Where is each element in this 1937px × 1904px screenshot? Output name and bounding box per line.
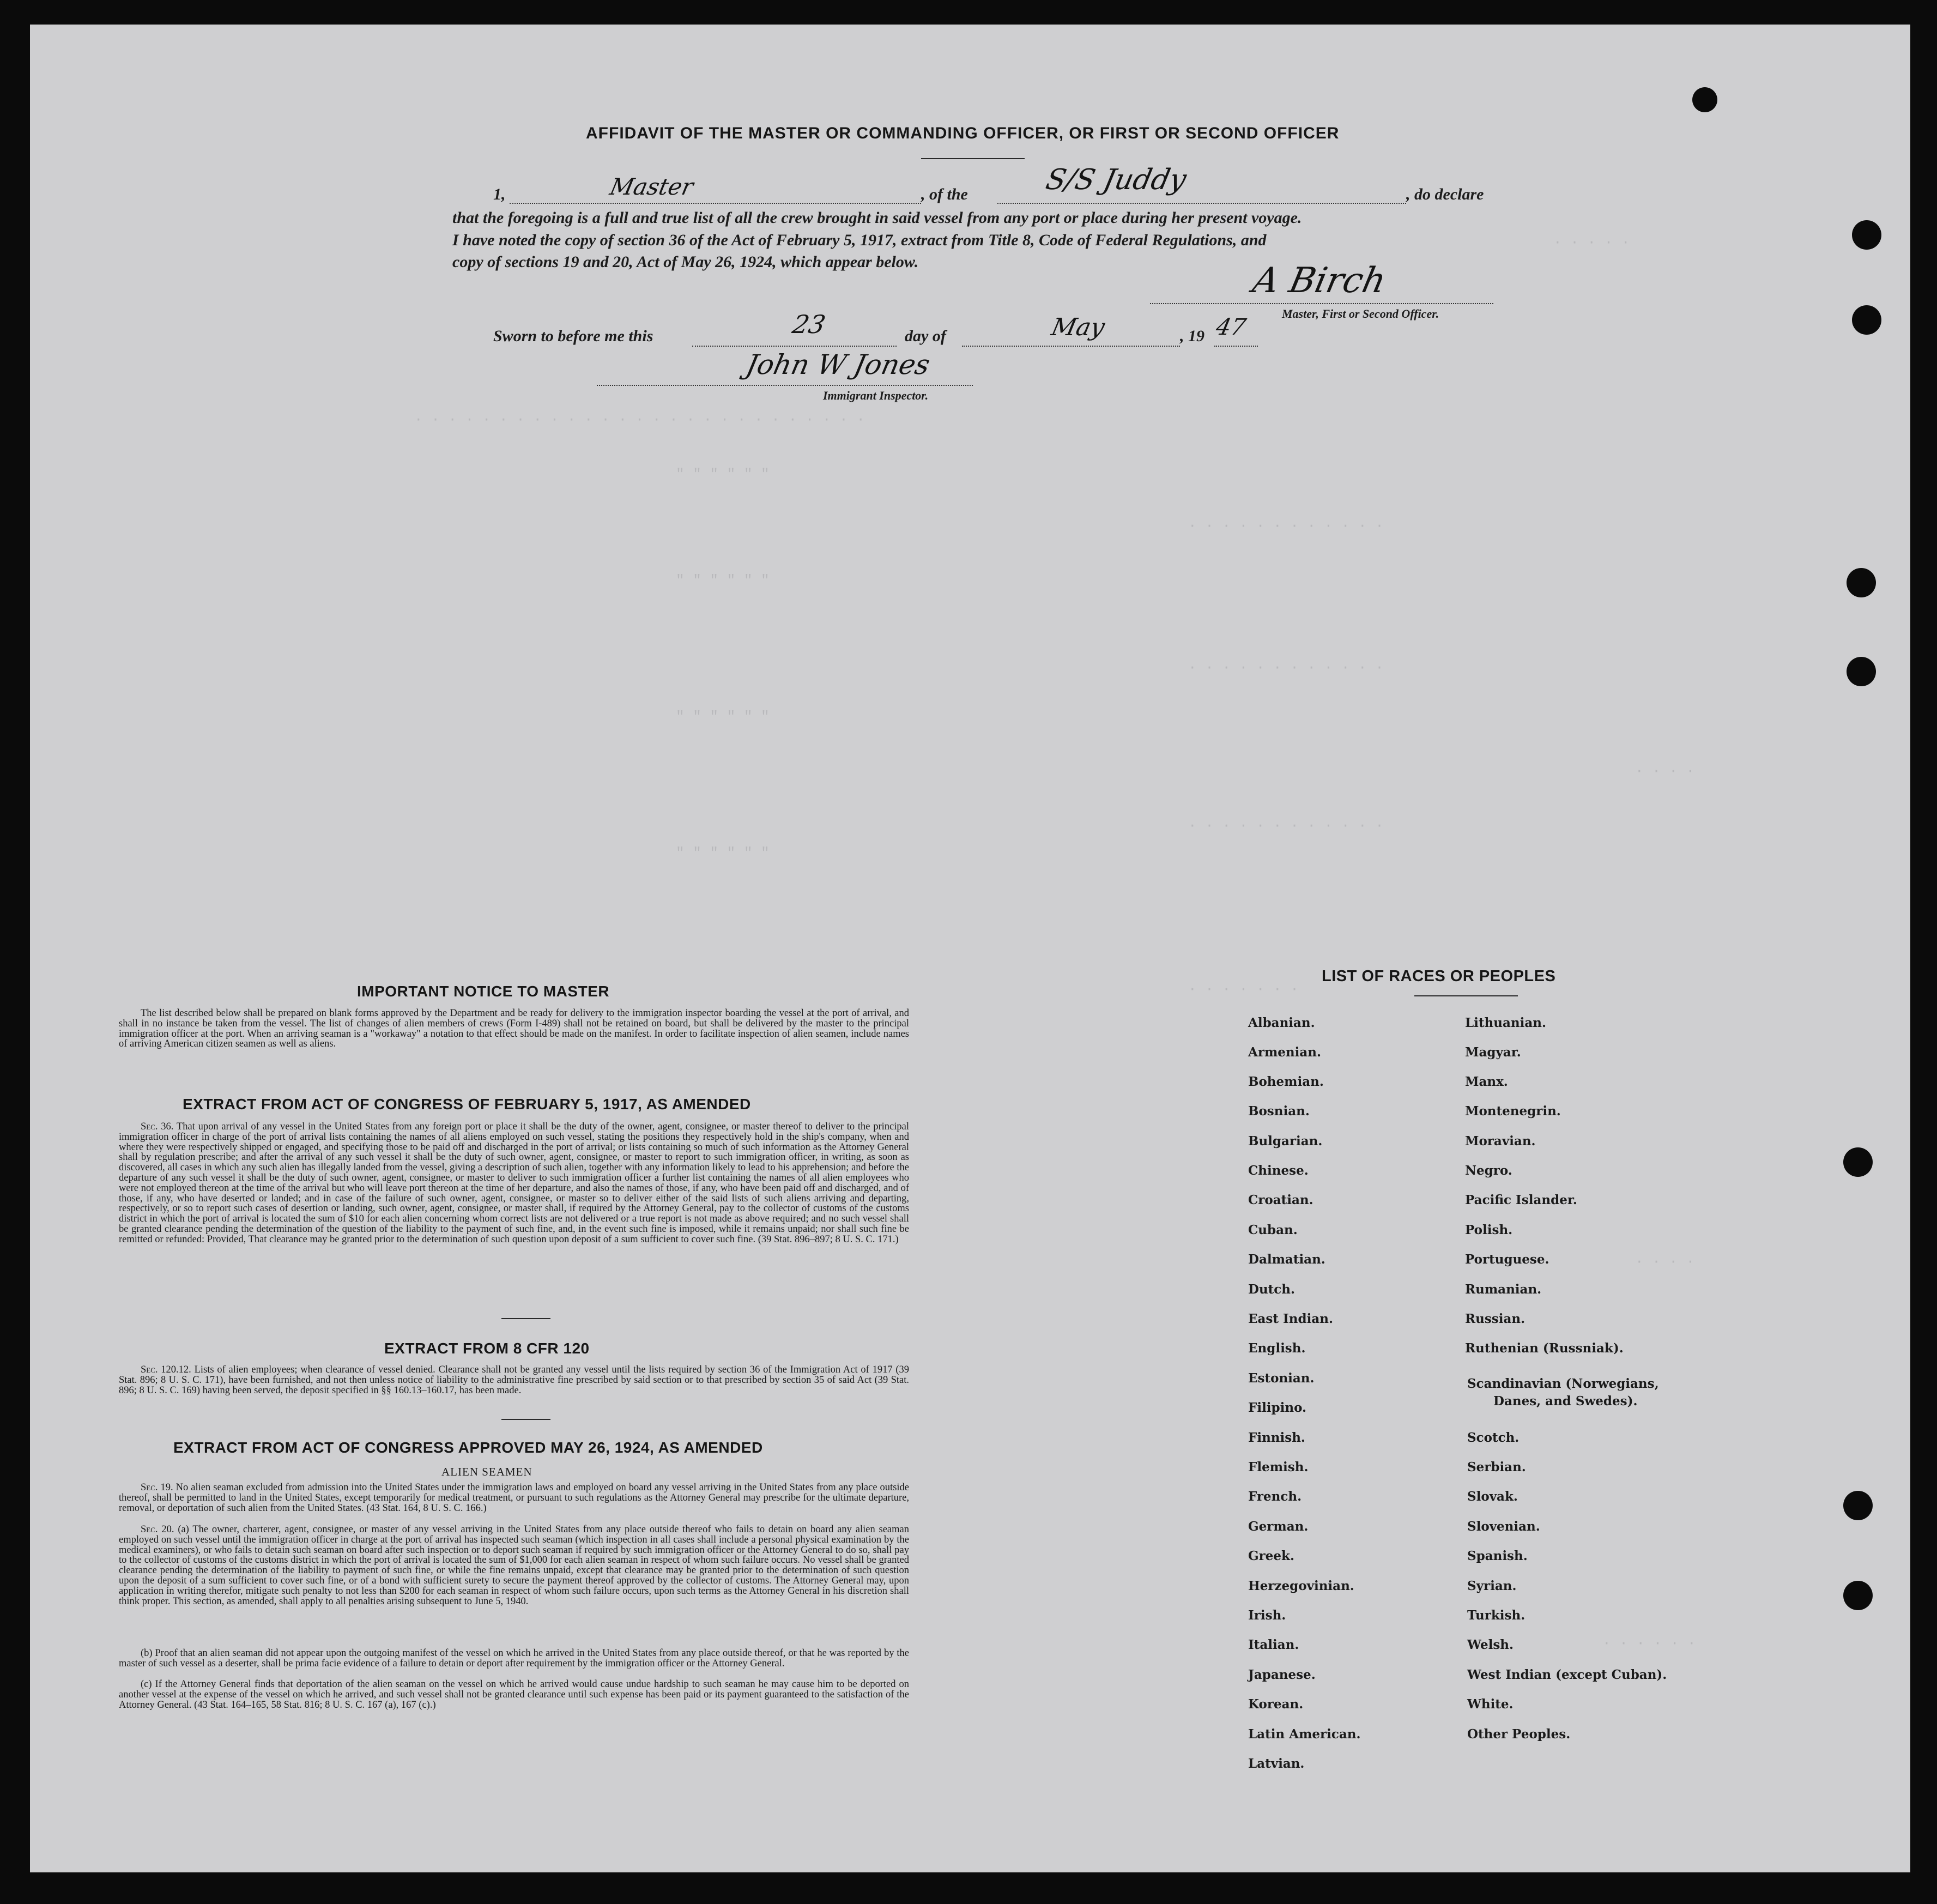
- inspector-signature: John W Jones: [743, 349, 933, 380]
- divider: [501, 1318, 550, 1319]
- sec-19-body: [119, 1483, 909, 1513]
- race-item: Latvian.: [1248, 1756, 1305, 1771]
- race-item: Rumanian.: [1465, 1282, 1542, 1297]
- race-item: Filipino.: [1248, 1400, 1307, 1415]
- of-the-label: , of the: [921, 185, 968, 203]
- race-item: Irish.: [1248, 1608, 1286, 1623]
- binder-hole: [1843, 1581, 1873, 1610]
- race-item: Estonian.: [1248, 1371, 1315, 1386]
- race-item: Dutch.: [1248, 1282, 1296, 1297]
- race-item: Ruthenian (Russniak).: [1465, 1341, 1624, 1356]
- sec-19-label: Sec. 19.: [141, 1482, 173, 1493]
- race-item: East Indian.: [1248, 1311, 1333, 1326]
- binder-hole: [1692, 87, 1717, 112]
- title-rule: [921, 158, 1025, 159]
- sec-36-text: That upon arrival of any vessel in the United States from any foreign port or place it shall be the duty of the owner, agent, consignee, or master thereof to deliver to the principal immigration officer in charge of the port of arrival lists containing the names of all aliens employed on such vessel, stating the positions they respectively hold in the ship's company, when and where they were respectively shipped or engaged, and specifying those to be paid off and discharged in the port of arrival; or lists containing so much of such information as the Attorney General shall by regulation prescribe; and after the arrival of any such vessel it shall be the duty of such owner, agent, consignee, or master to report to such immigration officer, in writing, as soon as discovered, all cases in which any such alien has illegally landed from the vessel, giving a description of such alien, together with any information likely to lead to his apprehension; and before the departure of any such vessel it shall be the duty of such owner, agent, consignee, or master to deliver to such immigration officer a further list containing the names of all alien employees who were not employed thereon at the time of the arrival but who will leave port thereon at the time of her departure, and also the names of those, if any, who have been paid off and discharged, and of those, if any, who have deserted or landed; and in case of the failure of such owner, agent, consignee, or master so to deliver either of the said lists of such aliens arriving and departing, respectively, or so to report such cases of desertion or landing, such owner, agent, consignee, or master shall, if required by the Attorney General, pay to the collector of customs of the customs district in which the port of arrival is located the sum of $10 for each alien concerning whom correct lists are not delivered or a true report is not made as above required; and no such vessel shall be granted clearance pending the determination of the question of the liability to the payment of such fine, and, in the event such fine is imposed, while it remains unpaid; nor shall such fine be remitted or refunded: Provided, That clearance may be granted prior to the determination of such question upon deposit of a sum sufficient to cover such fine. (39 Stat. 896–897; 8 U. S. C. 171.): [119, 1121, 910, 1245]
- sec-20-text: (a) The owner, charterer, agent, consignee, or master of any vessel arriving in the United States from any place outside thereof who fails to detain on board any alien seaman employed on such vessel until the immigration officer in charge at the port of arrival has inspected such seaman (which inspection in all cases shall include a personal physical examination by the medical examiners), or who fails to detain such seaman on board after such inspection or to deport such seaman if required by such immigration officer or the Attorney General to do so, shall pay to the collector of customs of the customs district in which the port of arrival is located the sum of $1,000 for each alien seaman in respect of whom such failure occurs. No vessel shall be granted clearance pending the determination of the liability to payment of such fine, or while the fine remains unpaid, except that clearance may be granted prior to the determination of such question upon the deposit of a sum sufficient to cover such fine, or of a bond with sufficient surety to secure the payment thereof approved by the collector of customs. The Attorney General may, upon application in writing therefor, mitigate such penalty to not less than $200 for each seaman in respect of whom such failure occurs, upon such terms as the Attorney General in his discretion shall think proper. This section, as amended, shall apply to all penalties arising subsequent to June 5, 1940.: [119, 1524, 909, 1607]
- race-item: Russian.: [1465, 1311, 1526, 1326]
- race-item: Scandinavian (Norwegians,: [1467, 1376, 1659, 1391]
- inspector-signature-line: [597, 385, 973, 386]
- races-title-rule: [1414, 995, 1518, 996]
- race-item: Scotch.: [1467, 1430, 1520, 1445]
- race-item: Slovenian.: [1467, 1519, 1540, 1534]
- race-item: Polish.: [1465, 1223, 1513, 1237]
- race-item: Danes, and Swedes).: [1493, 1394, 1638, 1409]
- extract-cfr-heading: EXTRACT FROM 8 CFR 120: [384, 1340, 590, 1357]
- race-item: English.: [1248, 1341, 1306, 1356]
- divider: [501, 1419, 550, 1420]
- i-label: 1,: [493, 185, 506, 203]
- sec-20-body: [119, 1525, 909, 1606]
- extract-1917-heading: EXTRACT FROM ACT OF CONGRESS OF FEBRUARY 5, 1917, AS AMENDED: [183, 1096, 751, 1113]
- binder-hole: [1847, 568, 1876, 597]
- binder-hole: [1843, 1491, 1873, 1520]
- inspector-caption: Immigrant Inspector.: [823, 389, 929, 402]
- affidavit-line-4: copy of sections 19 and 20, Act of May 26, 1924, which appear below.: [452, 253, 919, 271]
- month-field-line: [962, 346, 1180, 347]
- race-item: Spanish.: [1467, 1549, 1528, 1563]
- race-item: German.: [1248, 1519, 1309, 1534]
- race-item: Portuguese.: [1465, 1252, 1549, 1267]
- race-item: Dalmatian.: [1248, 1252, 1325, 1267]
- race-item: Latin American.: [1248, 1727, 1361, 1742]
- races-title: LIST OF RACES OR PEOPLES: [1322, 968, 1556, 985]
- race-item: Magyar.: [1465, 1045, 1521, 1060]
- master-signature: A Birch: [1249, 261, 1390, 301]
- race-item: Italian.: [1248, 1637, 1299, 1652]
- race-item: Korean.: [1248, 1697, 1304, 1712]
- race-item: Croatian.: [1248, 1193, 1313, 1207]
- race-item: Armenian.: [1248, 1045, 1322, 1060]
- year-prefix: , 19: [1180, 327, 1204, 345]
- handwritten-vessel: S/S Juddy: [1043, 164, 1189, 196]
- race-item: Bosnian.: [1248, 1104, 1310, 1119]
- sworn-day: 23: [790, 310, 828, 339]
- race-item: Moravian.: [1465, 1134, 1536, 1149]
- sec-20-c: (c) If the Attorney General finds that deportation of the alien seaman on the vessel on which he arrived would cause undue hardship to such seaman he may cause him to be deported on another vessel at the expense of the vessel on which he arrived, and such vessel shall not be granted clearance until such expense has been paid or its payment guaranteed to the satisfaction of the Attorney General. (43 Stat. 164–165, 58 Stat. 816; 8 U. S. C. 167 (a), 167 (c).): [119, 1679, 909, 1710]
- race-item: Flemish.: [1248, 1460, 1309, 1474]
- sec-120-text: Lists of alien employees; when clearance of vessel denied. Clearance shall not be granted any vessel until the lists required by section 36 of the Immigration Act of 1917 (39 Stat. 896; 8 U. S. C. 171), have been furnished, and not then unless notice of liability to the administrative fine prescribed by said section or to that prescribed by section 35 of said Act (39 Stat. 896; 8 U. S. C. 169) having been served, the deposit specified in §§ 160.13–160.17, has been made.: [119, 1364, 909, 1396]
- sworn-label: Sworn to before me this: [493, 327, 653, 345]
- notice-heading: IMPORTANT NOTICE TO MASTER: [357, 983, 610, 1000]
- race-item: West Indian (except Cuban).: [1467, 1667, 1667, 1682]
- race-item: Chinese.: [1248, 1163, 1309, 1178]
- race-item: Albanian.: [1248, 1016, 1315, 1030]
- race-item: Japanese.: [1248, 1667, 1316, 1682]
- extract-cfr-body: [119, 1365, 909, 1395]
- race-item: Serbian.: [1467, 1460, 1526, 1474]
- race-item: Turkish.: [1467, 1608, 1526, 1623]
- name-field-line: [510, 203, 921, 204]
- master-caption: Master, First or Second Officer.: [1282, 307, 1439, 321]
- race-item: Welsh.: [1467, 1637, 1514, 1652]
- race-item: Bulgarian.: [1248, 1134, 1323, 1149]
- sworn-month: May: [1049, 313, 1107, 341]
- sec-19-text: No alien seaman excluded from admission into the United States under the immigration laws and employed on board any vessel arriving in the United States from any place outside thereof, shall be permitted to land in the United States, except temporarily for medical treatment, or pursuant to such regulations as the Attorney General may prescribe for the ultimate departure, removal, or deportation of such alien from the United States. (43 Stat. 164, 8 U. S. C. 166.): [119, 1482, 909, 1514]
- day-of-label: day of: [905, 327, 946, 345]
- affidavit-title: AFFIDAVIT OF THE MASTER OR COMMANDING OFFICER, OR FIRST OR SECOND OFFICER: [586, 124, 1340, 142]
- sec-20-label: Sec. 20.: [141, 1524, 174, 1535]
- alien-seamen-subheading: ALIEN SEAMEN: [441, 1465, 532, 1478]
- day-field-line: [692, 346, 897, 347]
- affidavit-line-3: I have noted the copy of section 36 of the Act of February 5, 1917, extract from Title 8, Code of Federal Regulations, and: [452, 231, 1267, 249]
- race-item: Herzegovinian.: [1248, 1579, 1354, 1593]
- race-item: French.: [1248, 1489, 1302, 1504]
- race-item: Cuban.: [1248, 1223, 1298, 1237]
- race-item: Other Peoples.: [1467, 1727, 1571, 1742]
- race-item: Manx.: [1465, 1074, 1508, 1089]
- master-signature-line: [1150, 303, 1493, 304]
- binder-hole: [1843, 1147, 1873, 1177]
- race-item: Greek.: [1248, 1549, 1294, 1563]
- sec-36-label: Sec. 36.: [141, 1121, 174, 1132]
- affidavit-line-2: that the foregoing is a full and true list of all the crew brought in said vessel from any port or place during her present voyage.: [452, 209, 1302, 227]
- race-item: Montenegrin.: [1465, 1104, 1561, 1119]
- race-item: Negro.: [1465, 1163, 1512, 1178]
- race-item: White.: [1467, 1697, 1514, 1712]
- extract-1924-heading: EXTRACT FROM ACT OF CONGRESS APPROVED MAY 26, 1924, AS AMENDED: [173, 1439, 763, 1456]
- race-item: Slovak.: [1467, 1489, 1518, 1504]
- binder-hole: [1852, 220, 1881, 250]
- race-item: Pacific Islander.: [1465, 1193, 1577, 1207]
- binder-hole: [1847, 657, 1876, 686]
- year-field-line: [1214, 346, 1258, 347]
- handwritten-name: Master: [607, 173, 696, 200]
- vessel-field-line: [997, 203, 1406, 204]
- sworn-year: 47: [1213, 313, 1249, 340]
- race-item: Syrian.: [1467, 1579, 1517, 1593]
- notice-text: The list described below shall be prepared on blank forms approved by the Department and be ready for delivery to the immigration inspector boarding the vessel at the port of arrival, and shall in no instance be taken from the vessel. The list of changes of alien members of crews (Form I-489) shall not be retained on board, but shall be delivered by the master to the principal immigration officer at the port. When an arriving seaman is a "workaway" a notation to that effect should be made on the manifest. In order to facilitate inspection of alien seamen, include names of arriving American citizen seamen as well as aliens.: [119, 1008, 909, 1050]
- sec-20-b: (b) Proof that an alien seaman did not appear upon the outgoing manifest of the vessel on which he arrived in the United States from any place outside thereof, or that he was reported by the master of such vessel as a deserter, shall be prima facie evidence of a failure to detain or deport after requirement by the immigration officer or the Attorney General.: [119, 1648, 909, 1669]
- race-item: Lithuanian.: [1465, 1016, 1546, 1030]
- binder-hole: [1852, 305, 1881, 335]
- extract-1917-body: [119, 1122, 909, 1245]
- race-item: Bohemian.: [1248, 1074, 1324, 1089]
- sec-120-label: Sec. 120.12.: [141, 1364, 191, 1375]
- race-item: Finnish.: [1248, 1430, 1305, 1445]
- declare-label: , do declare: [1406, 185, 1484, 203]
